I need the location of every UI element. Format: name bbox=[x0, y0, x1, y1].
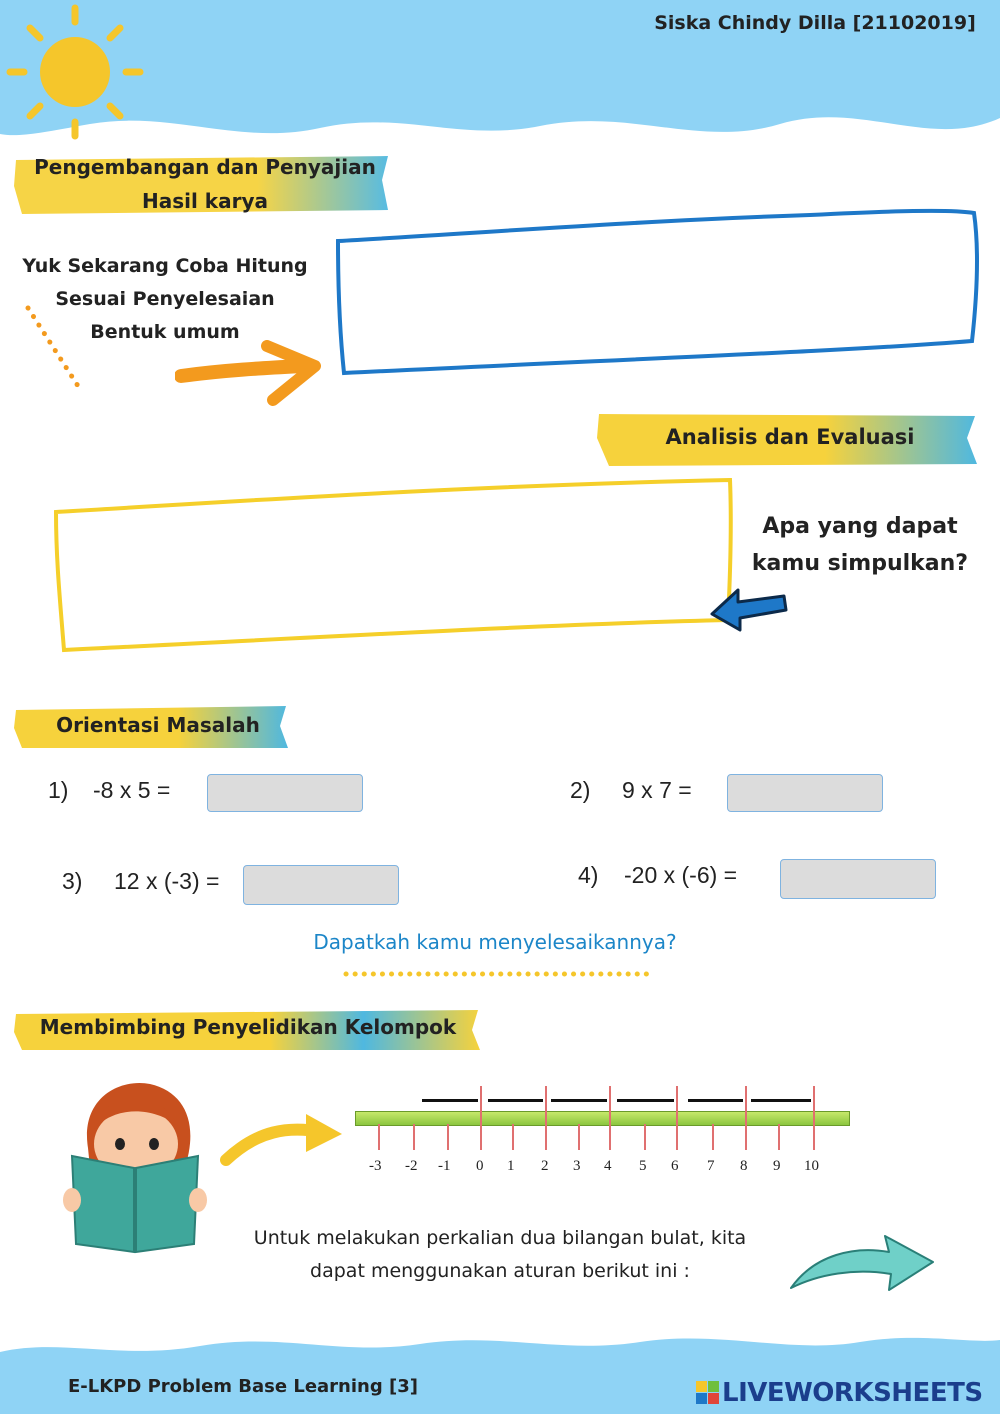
tick-6 bbox=[676, 1086, 678, 1150]
number-label: 10 bbox=[804, 1158, 819, 1174]
liveworksheets-brand: LIVEWORKSHEETS bbox=[722, 1378, 983, 1408]
section-title-orientation: Orientasi Masalah bbox=[56, 713, 260, 737]
number-label: 8 bbox=[740, 1158, 748, 1174]
number-line-segment bbox=[551, 1099, 607, 1102]
section-title-analysis: Analisis dan Evaluasi bbox=[665, 425, 915, 449]
liveworksheets-logo-icon bbox=[696, 1381, 720, 1405]
number-label: 5 bbox=[639, 1158, 647, 1174]
number-label: 1 bbox=[507, 1158, 515, 1174]
problem-1-number: 1) bbox=[48, 777, 69, 803]
problem-4-expression: -20 x (-6) = bbox=[624, 862, 738, 888]
number-label: -1 bbox=[438, 1158, 451, 1174]
liveworksheets-logo[interactable] bbox=[696, 1378, 996, 1408]
number-line-bar bbox=[355, 1111, 850, 1126]
multiplication-rule-text bbox=[230, 1222, 770, 1288]
prompt-line1: Yuk Sekarang Coba Hitung bbox=[22, 255, 308, 277]
number-label: -2 bbox=[405, 1158, 418, 1174]
tick-5 bbox=[644, 1124, 646, 1150]
rule-line1: Untuk melakukan perkalian dua bilangan bulat, kita bbox=[253, 1227, 747, 1249]
problem-2-answer-input[interactable] bbox=[727, 774, 883, 812]
number-line-segment bbox=[688, 1099, 743, 1102]
number-label: 7 bbox=[707, 1158, 715, 1174]
prompt-line2: Sesuai Penyelesaian bbox=[55, 288, 275, 310]
number-label: 2 bbox=[541, 1158, 549, 1174]
problem-4-answer-input[interactable] bbox=[780, 859, 936, 899]
tick-m3 bbox=[378, 1124, 380, 1150]
author-label: Siska Chindy Dilla [21102019] bbox=[654, 12, 976, 34]
number-label: 4 bbox=[604, 1158, 612, 1174]
dotted-underline bbox=[340, 968, 660, 980]
problem-3-answer-input[interactable] bbox=[243, 865, 399, 905]
number-label: 0 bbox=[476, 1158, 484, 1174]
problem-3-number: 3) bbox=[62, 868, 83, 894]
tick-m2 bbox=[413, 1124, 415, 1150]
conclusion-question bbox=[740, 508, 980, 582]
question-line1: Apa yang dapat bbox=[762, 514, 958, 539]
tick-m1 bbox=[447, 1124, 449, 1150]
problem-3-expression: 12 x (-3) = bbox=[114, 868, 220, 894]
number-label: -3 bbox=[369, 1158, 382, 1174]
tick-2 bbox=[545, 1086, 547, 1150]
dotted-line-decoration bbox=[20, 300, 90, 395]
problem-2-expression: 9 x 7 = bbox=[622, 777, 692, 803]
tick-10 bbox=[813, 1086, 815, 1150]
tick-9 bbox=[778, 1124, 780, 1150]
yellow-arrow-icon bbox=[218, 1110, 348, 1170]
solve-prompt: Dapatkah kamu menyelesaikannya? bbox=[313, 930, 677, 954]
section-title-present-line1: Pengembangan dan Penyajian bbox=[34, 155, 376, 179]
problem-1-expression: -8 x 5 = bbox=[93, 777, 171, 803]
number-label: 3 bbox=[573, 1158, 581, 1174]
blue-arrow-icon bbox=[708, 586, 790, 634]
number-line-segment bbox=[422, 1099, 478, 1102]
tick-8 bbox=[745, 1086, 747, 1150]
orange-arrow-icon bbox=[175, 340, 325, 410]
rule-line2: dapat menggunakan aturan berikut ini : bbox=[310, 1260, 690, 1282]
reading-child-icon bbox=[60, 1078, 210, 1258]
problem-2-number: 2) bbox=[570, 777, 591, 803]
tick-3 bbox=[578, 1124, 580, 1150]
number-line-segment bbox=[751, 1099, 811, 1102]
number-line-segment bbox=[488, 1099, 543, 1102]
answer-box-general-form[interactable] bbox=[330, 205, 985, 385]
section-title-present-line2: Hasil karya bbox=[141, 189, 268, 213]
answer-box-conclusion[interactable] bbox=[48, 470, 738, 660]
footer-label: E-LKPD Problem Base Learning [3] bbox=[68, 1376, 418, 1397]
problem-4-number: 4) bbox=[578, 862, 599, 888]
teal-arrow-icon[interactable] bbox=[785, 1218, 940, 1298]
number-label: 6 bbox=[671, 1158, 679, 1174]
tick-0 bbox=[480, 1086, 482, 1150]
tick-7 bbox=[712, 1124, 714, 1150]
number-label: 9 bbox=[773, 1158, 781, 1174]
tick-1 bbox=[512, 1124, 514, 1150]
sun-icon bbox=[0, 0, 160, 150]
tick-4 bbox=[609, 1086, 611, 1150]
question-line2: kamu simpulkan? bbox=[751, 551, 969, 576]
number-line-segment bbox=[617, 1099, 674, 1102]
problem-1-answer-input[interactable] bbox=[207, 774, 363, 812]
prompt-line3: Bentuk umum bbox=[90, 321, 240, 343]
section-title-guidance: Membimbing Penyelidikan Kelompok bbox=[39, 1015, 457, 1039]
